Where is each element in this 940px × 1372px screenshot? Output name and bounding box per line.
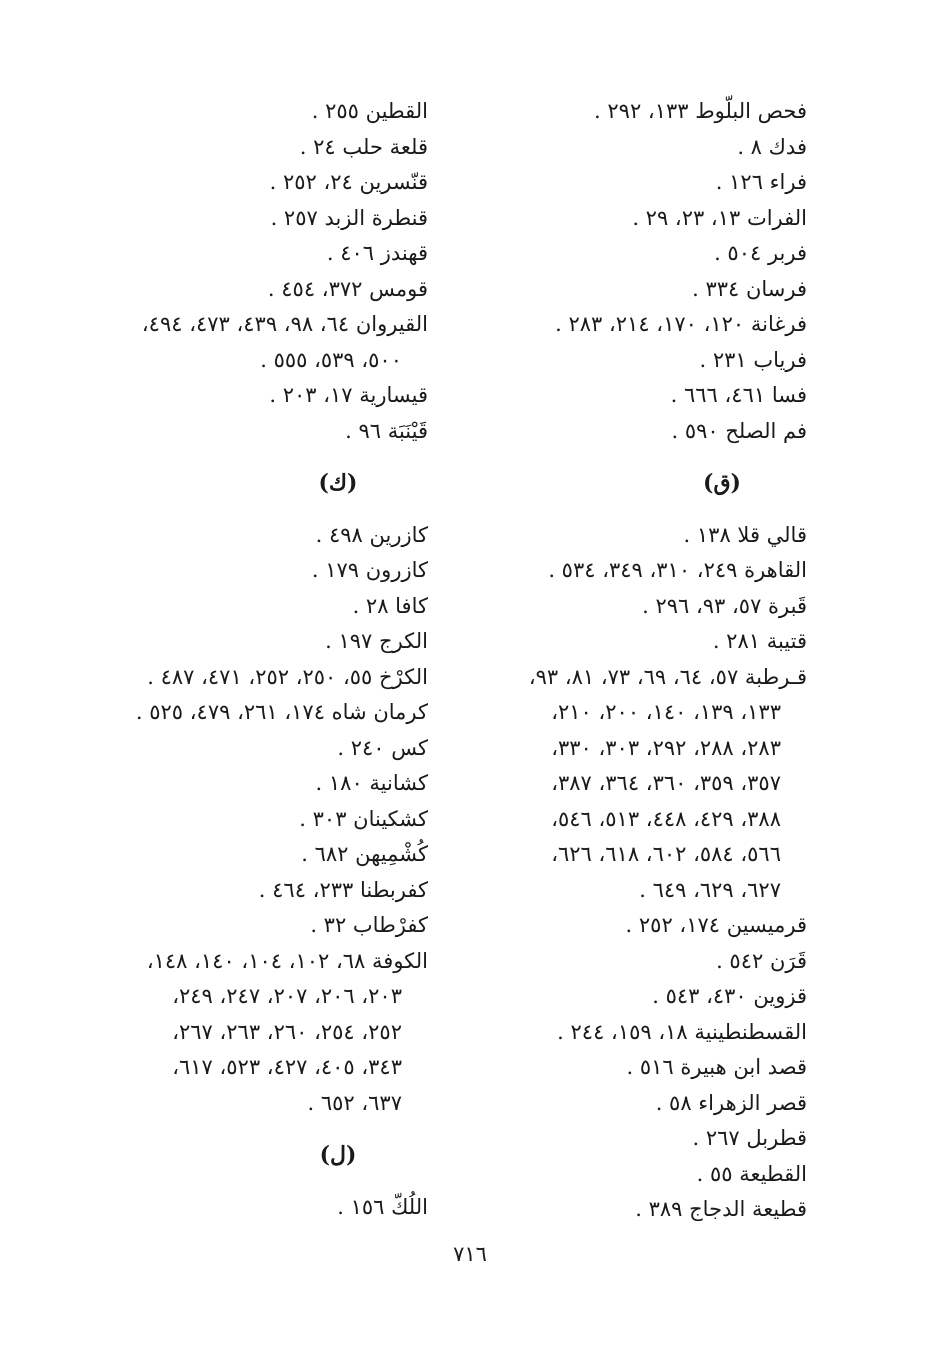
entries-kaf xyxy=(98,518,428,1122)
section-heading-kaf: (ك) xyxy=(318,470,358,496)
index-entry: الكرْخ ٥٥، ٢٥٠، ٢٥٢، ٤٧١، ٤٨٧ . xyxy=(147,664,428,689)
index-entry: فربر ٥٠٤ . xyxy=(714,241,807,265)
section-heading-qaf: (ق) xyxy=(703,470,741,496)
index-entry: قرميسين ١٧٤، ٢٥٢ . xyxy=(625,913,807,937)
index-entry-continuation: ٦٢٧، ٦٢٩، ٦٤٩ . xyxy=(639,877,781,902)
index-entry: الفرات ١٣، ٢٣، ٢٩ . xyxy=(632,205,807,230)
entries-qaf-cont xyxy=(98,94,428,449)
index-entry: قالي قلا ١٣٨ . xyxy=(683,522,807,547)
index-entry-continuation: ٣٨٨، ٤٢٩، ٤٤٨، ٥١٣، ٥٤٦، xyxy=(551,806,781,831)
index-entry: كُشْمِيهن ٦٨٢ . xyxy=(301,842,428,866)
entries-fa xyxy=(477,94,807,449)
index-entry: فرسان ٣٣٤ . xyxy=(692,276,807,301)
index-entry-continuation: ٢٥٢، ٢٥٤، ٢٦٠، ٢٦٣، ٢٦٧، xyxy=(172,1019,402,1044)
index-entry: قزوين ٤٣٠، ٥٤٣ . xyxy=(652,984,807,1008)
index-entry: القطيعة ٥٥ . xyxy=(696,1161,807,1186)
entries-qaf xyxy=(477,518,807,1228)
index-entry: كفرْطاب ٣٢ . xyxy=(310,913,428,937)
index-entry: قَبرة ٥٧، ٩٣، ٢٩٦ . xyxy=(642,593,807,618)
index-entry: قـرطبة ٥٧، ٦٤، ٦٩، ٧٣، ٨١، ٩٣، xyxy=(528,664,807,689)
index-entry: القاهرة ٢٤٩، ٣١٠، ٣٤٩، ٥٣٤ . xyxy=(548,558,807,582)
page-number: ٧١٦ xyxy=(453,1242,487,1266)
index-entry: قطيعة الدجاج ٣٨٩ . xyxy=(635,1197,807,1221)
index-entry: قتيبة ٢٨١ . xyxy=(712,629,807,653)
index-entry: فحص البلّوط ١٣٣، ٢٩٢ . xyxy=(594,99,807,123)
index-entry-continuation: ٣٤٣، ٤٠٥، ٤٢٧، ٥٢٣، ٦١٧، xyxy=(172,1055,402,1079)
index-entry: قصر الزهراء ٥٨ . xyxy=(655,1090,807,1115)
index-entry: قيسارية ١٧، ٢٠٣ . xyxy=(269,383,428,407)
index-entry: كافا ٢٨ . xyxy=(352,593,428,618)
index-entry: كفربطنا ٢٣٣، ٤٦٤ . xyxy=(258,877,428,902)
index-entry-continuation: ٢٨٣، ٢٨٨، ٢٩٢، ٣٠٣، ٣٣٠، xyxy=(551,735,781,760)
index-entry: قنّسرين ٢٤، ٢٥٢ . xyxy=(269,170,428,194)
index-entry: كشانية ١٨٠ . xyxy=(315,771,428,795)
entries-lam xyxy=(98,1190,428,1226)
index-entry: القسطنطينية ١٨، ١٥٩، ٢٤٤ . xyxy=(557,1019,807,1044)
index-entry: قومس ٣٧٢، ٤٥٤ . xyxy=(267,276,428,301)
index-entry: قصد ابن هبيرة ٥١٦ . xyxy=(626,1055,807,1079)
index-entry: فسا ٤٦١، ٦٦٦ . xyxy=(670,383,807,407)
index-entry-continuation: ٦٣٧، ٦٥٢ . xyxy=(307,1090,402,1115)
index-entry: الكرج ١٩٧ . xyxy=(325,629,428,653)
index-entry: قَرَن ٥٤٢ . xyxy=(716,948,807,973)
index-entry: كازرين ٤٩٨ . xyxy=(315,522,428,547)
index-entry: كازرون ١٧٩ . xyxy=(311,558,428,582)
index-entry: قنطرة الزبد ٢٥٧ . xyxy=(270,205,428,230)
index-entry: فراء ١٢٦ . xyxy=(715,170,807,194)
index-entry: قهندز ٤٠٦ . xyxy=(326,241,428,265)
index-entry: كس ٢٤٠ . xyxy=(337,735,428,760)
index-entry: قَيْنَبَة ٩٦ . xyxy=(345,418,428,443)
index-entry-continuation: ٥٦٦، ٥٨٤، ٦٠٢، ٦١٨، ٦٢٦، xyxy=(551,842,781,866)
index-column-left xyxy=(98,94,428,1225)
index-entry: الكوفة ٦٨، ١٠٢، ١٠٤، ١٤٠، ١٤٨، xyxy=(146,948,428,973)
index-entry: اللُكّ ١٥٦ . xyxy=(337,1194,428,1219)
index-entry: فدك ٨ . xyxy=(737,134,807,159)
index-entry: فرغانة ١٢٠، ١٧٠، ٢١٤، ٢٨٣ . xyxy=(555,312,807,336)
index-entry: كشكينان ٣٠٣ . xyxy=(299,806,428,831)
index-column-right xyxy=(477,94,807,1228)
index-entry-continuation: ١٣٣، ١٣٩، ١٤٠، ٢٠٠، ٢١٠، xyxy=(551,700,781,724)
index-entry: فرياب ٢٣١ . xyxy=(699,347,807,372)
index-entry: كرمان شاه ١٧٤، ٢٦١، ٤٧٩، ٥٢٥ . xyxy=(135,700,428,724)
index-entry: قلعة حلب ٢٤ . xyxy=(299,134,428,159)
index-entry-continuation: ٢٠٣، ٢٠٦، ٢٠٧، ٢٤٧، ٢٤٩، xyxy=(172,984,402,1008)
index-entry: القطين ٢٥٥ . xyxy=(311,99,428,123)
index-entry: قطربل ٢٦٧ . xyxy=(692,1126,807,1150)
index-entry-continuation: ٣٥٧، ٣٥٩، ٣٦٠، ٣٦٤، ٣٨٧، xyxy=(551,771,781,795)
index-entry: القيروان ٦٤، ٩٨، ٤٣٩، ٤٧٣، ٤٩٤، xyxy=(141,312,428,336)
index-entry-continuation: ٥٠٠، ٥٣٩، ٥٥٥ . xyxy=(260,347,402,372)
index-entry: فم الصلح ٥٩٠ . xyxy=(671,418,807,443)
section-heading-lam: (ل) xyxy=(319,1142,357,1168)
